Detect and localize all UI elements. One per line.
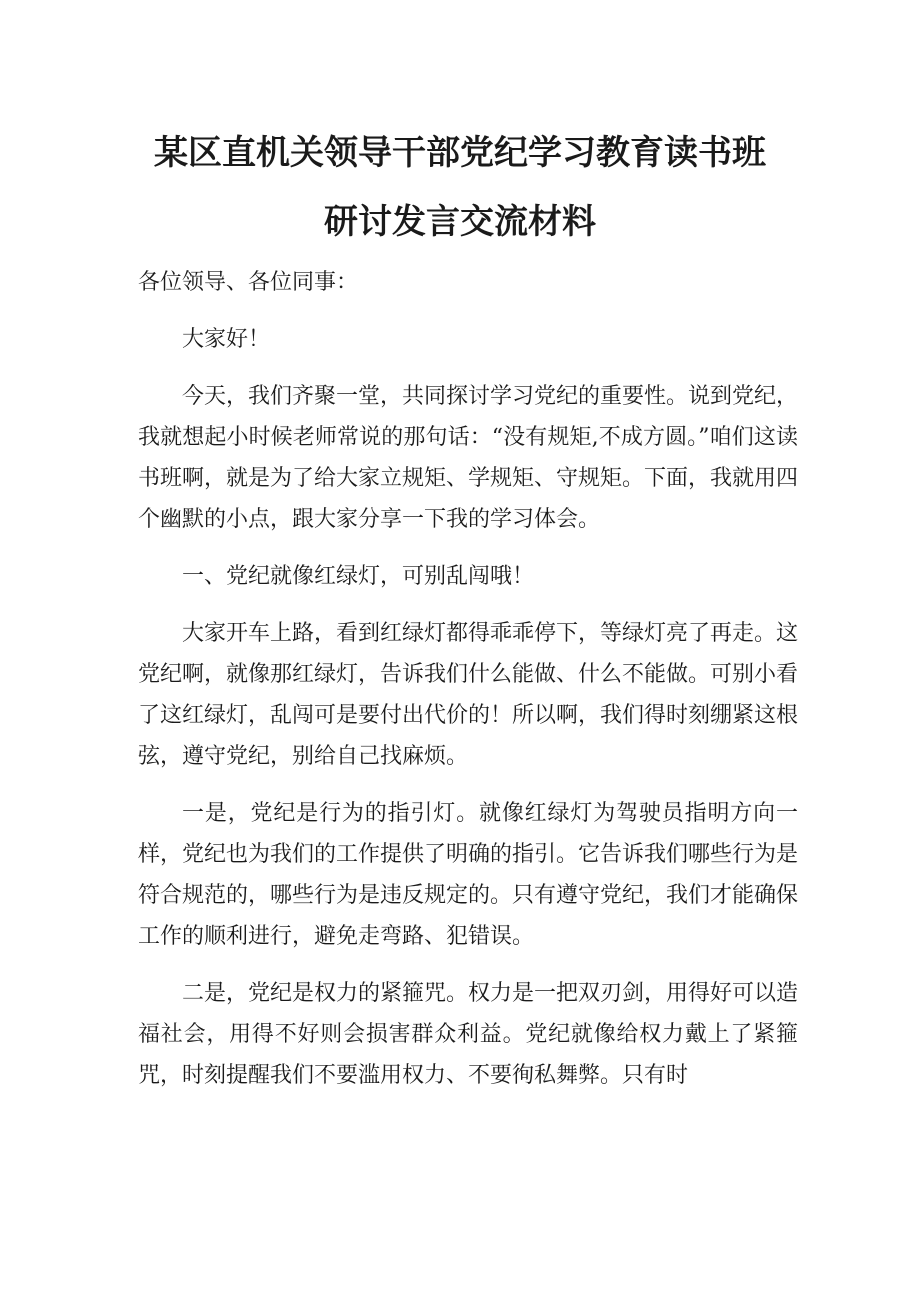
salutation: 各位领导、各位同事： (138, 270, 359, 295)
section-heading-1: 一、党纪就像红绿灯，可别乱闯哦！ (182, 564, 535, 589)
paragraph-point-2: 二是，党纪是权力的紧箍咒。权力是一把双刃剑，用得好可以造福社会，用得不好则会损害群众利益。党纪就像给权力戴上了紧箍咒，时刻提醒我们不要滥用权力、不要徇私舞弊。只有时 (138, 981, 799, 1088)
paragraph-traffic-light: 大家开车上路，看到红绿灯都得乖乖停下，等绿灯亮了再走。这党纪啊，就像那红绿灯，告诉我们什么能做、什么不能做。可别小看了这红绿灯，乱闯可是要付出代价的！所以啊，我们得时刻绷紧这根弦，遵守党纪，别给自己找麻烦。 (138, 621, 799, 769)
paragraph-intro: 今天，我们齐聚一堂，共同探讨学习党纪的重要性。说到党纪，我就想起小时候老师常说的那句话：“没有规矩,不成方圆。”咱们这读书班啊，就是为了给大家立规矩、学规矩、守规矩。下面，我就用四个幽默的小点，跟大家分享一下我的学习体会。 (138, 384, 799, 532)
paragraph-point-1: 一是，党纪是行为的指引灯。就像红绿灯为驾驶员指明方向一样，党纪也为我们的工作提供了明确的指引。它告诉我们哪些行为是符合规范的，哪些行为是违反规定的。只有遵守党纪，我们才能确保工作的顺利进行，避免走弯路、犯错误。 (138, 801, 799, 949)
document-title-line-2: 研讨发言交流材料 (324, 202, 596, 242)
paragraph-greeting: 大家好！ (182, 327, 271, 352)
document-body (138, 262, 798, 1112)
document-title-line-1: 某区直机关领导干部党纪学习教育读书班 (154, 133, 766, 173)
